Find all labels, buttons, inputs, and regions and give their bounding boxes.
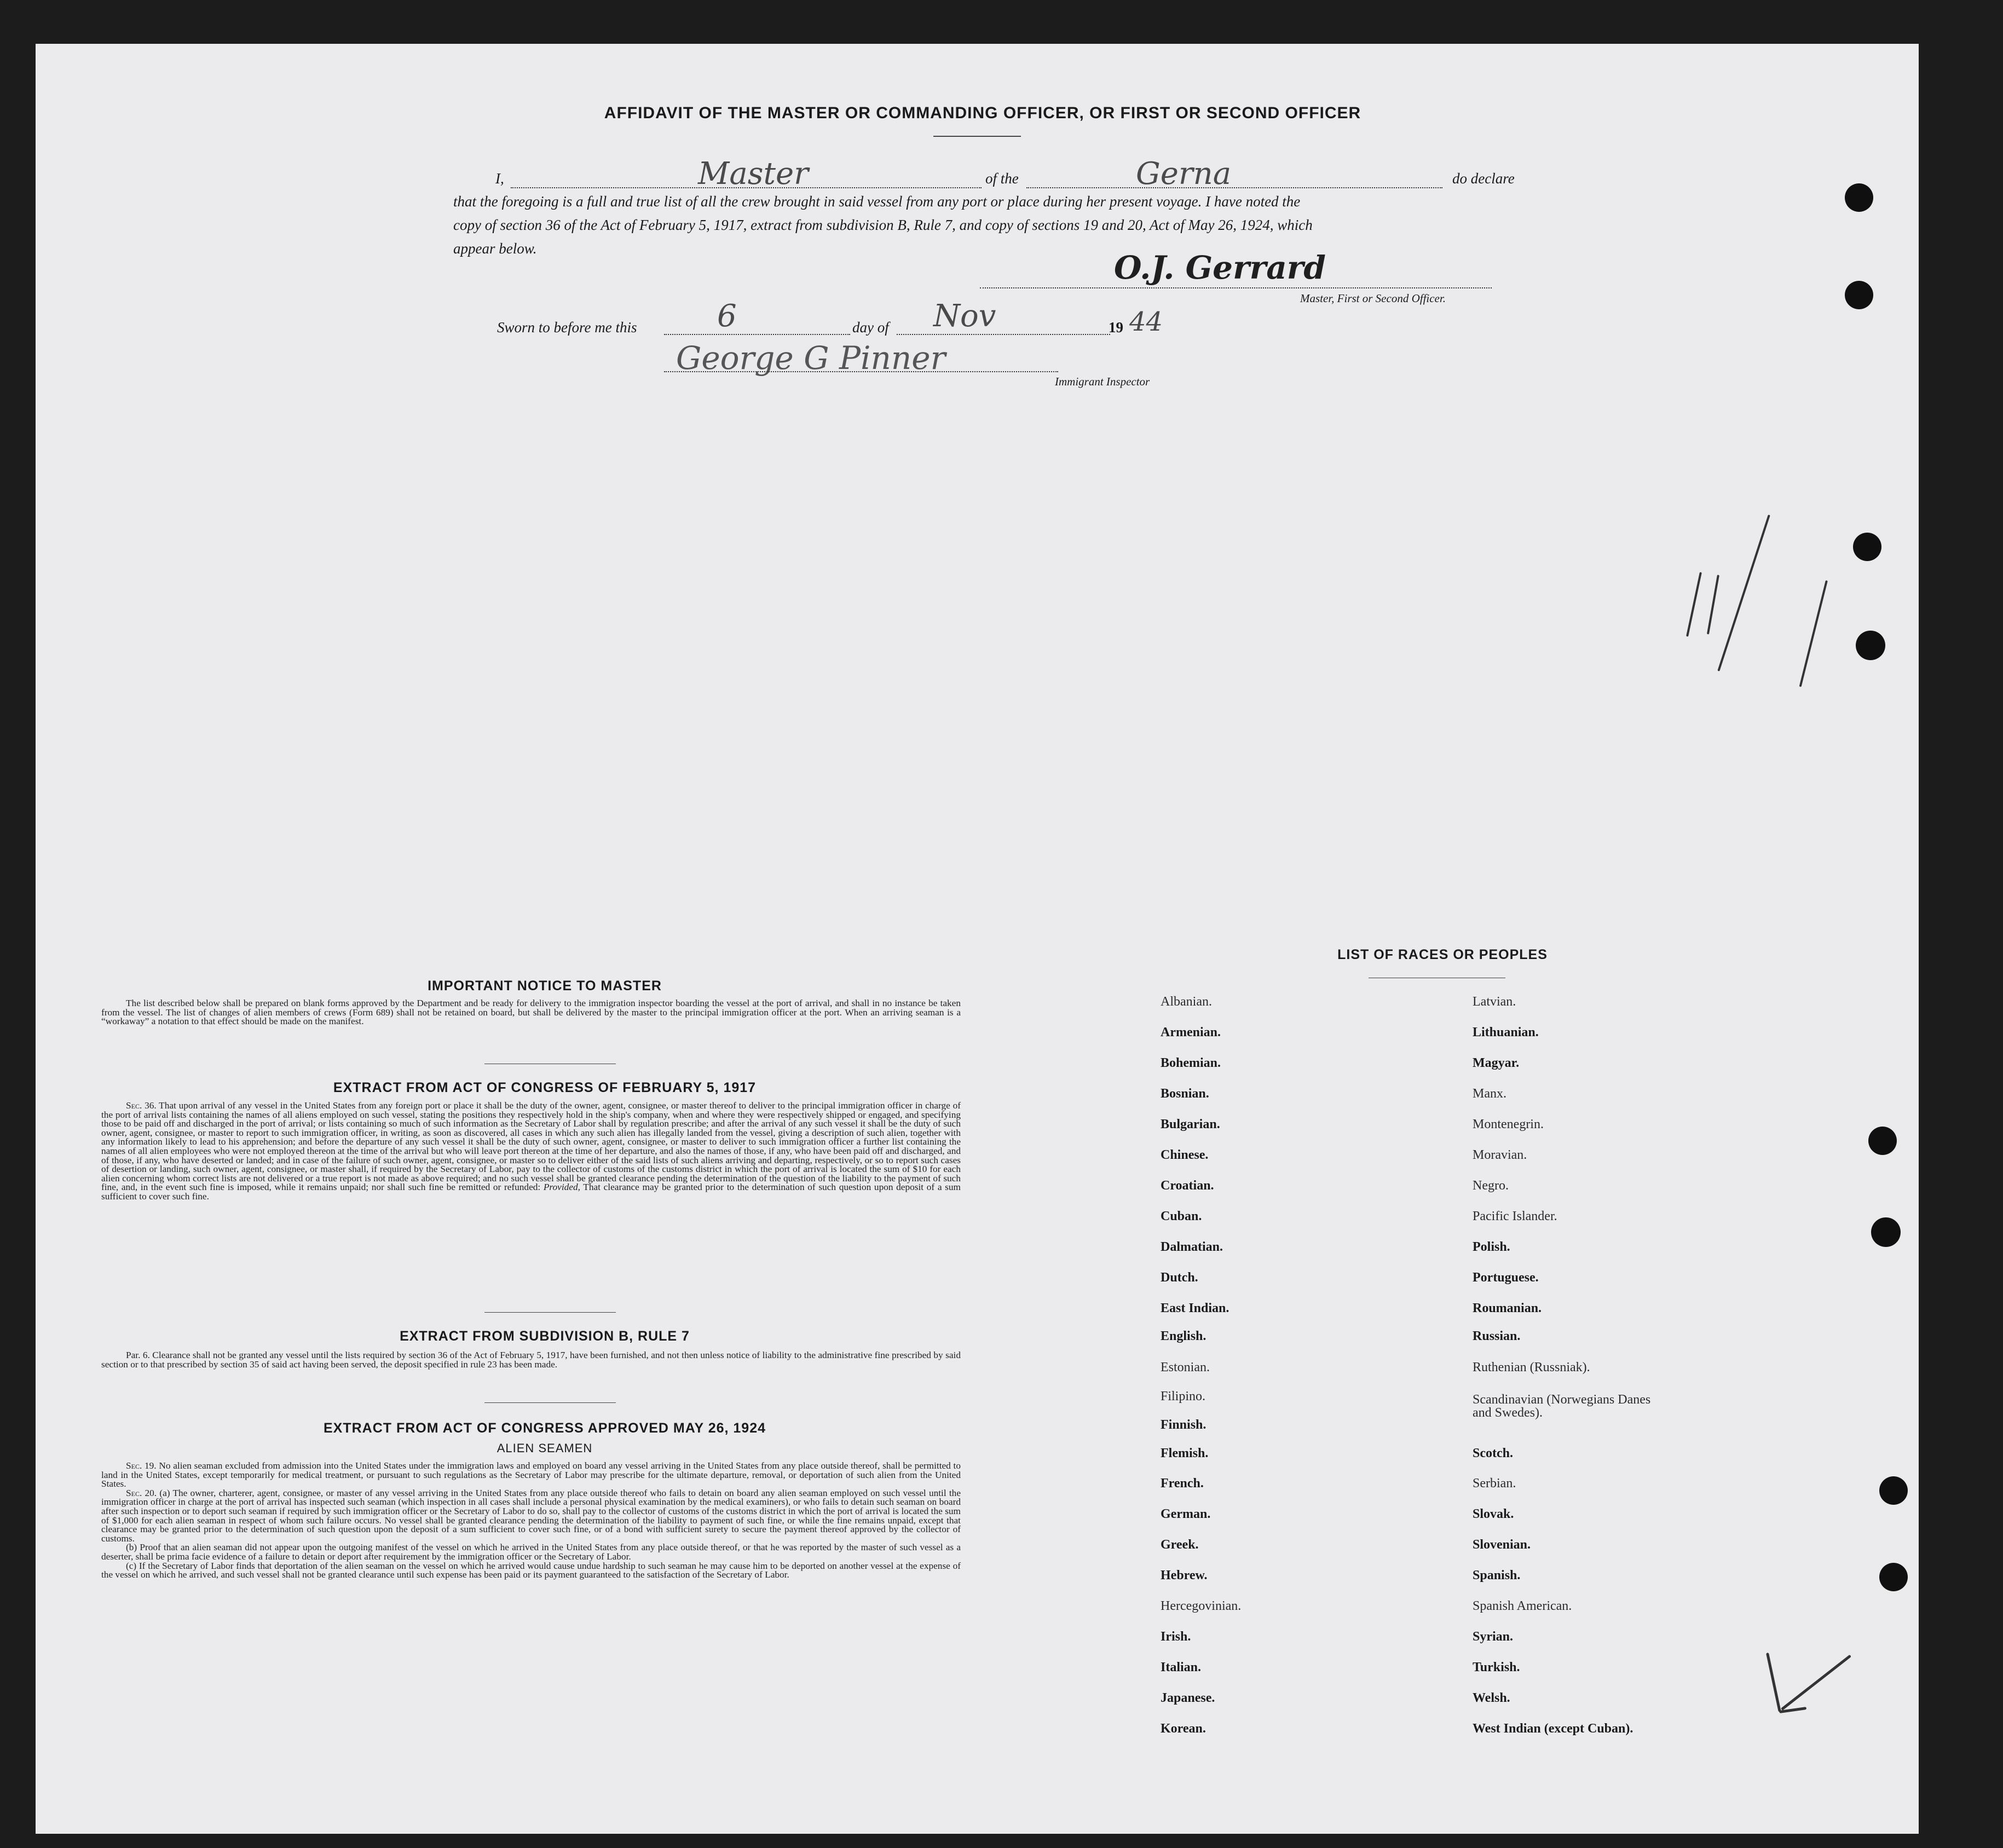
race-item: Dutch. <box>1161 1270 1198 1285</box>
race-item: Irish. <box>1161 1630 1191 1644</box>
rule7-paragraph: Par. 6. Clearance shall not be granted any vessel until the lists required by section 36 of the Act of February 5, 1917, have been furnished, and not then unless notice of liability to the administrative fine prescribed by said section or to that prescribed by section 35 of said act having been served, the deposit specified in rule 23 has been made. <box>101 1350 961 1370</box>
race-item: French. <box>1161 1476 1204 1491</box>
divider <box>484 1402 616 1403</box>
section-label: Sec. 19. <box>126 1460 157 1471</box>
sworn-day-line <box>664 334 850 335</box>
race-item: Polish. <box>1473 1240 1510 1254</box>
declaration-line-2: copy of section 36 of the Act of February 5, 1917, extract from subdivision B, Rule 7, and copy of sections 19 and 20, Act of May 26, 1924, which <box>453 217 1313 233</box>
check-stroke <box>1766 1653 1781 1712</box>
i-label: I, <box>495 170 504 187</box>
handwritten-day: 6 <box>717 298 737 334</box>
section-label: Sec. 36. <box>126 1100 157 1111</box>
section-label: Sec. 20. <box>126 1487 157 1498</box>
race-item: Bulgarian. <box>1161 1117 1220 1131</box>
section-36-text-end: That clearance may be granted prior to the determination of such question upon deposit of a sum sufficient to cover such fine. <box>101 1182 961 1202</box>
notice-text <box>101 999 961 1026</box>
race-item: Japanese. <box>1161 1691 1215 1705</box>
race-item: Hercegovinian. <box>1161 1599 1242 1613</box>
handwritten-month: Nov <box>933 298 996 334</box>
binder-hole <box>1868 1127 1897 1155</box>
inspector-caption: Immigrant Inspector <box>1055 375 1150 388</box>
binder-hole <box>1845 183 1873 212</box>
race-item: Russian. <box>1473 1329 1521 1343</box>
tally-stroke <box>1707 575 1719 634</box>
race-item: Serbian. <box>1473 1476 1516 1491</box>
section-20c-text: (c) If the Secretary of Labor finds that deportation of the alien seaman on the vessel on which he arrived would cause undue hardship to such seaman he may cause him to be deported on another vessel at the expense of the vessel on which he arrived, and such vessel shall not be granted clearance until such expense has been paid or its payment guaranteed to the satisfaction of the Secretary of Labor. <box>101 1560 961 1580</box>
do-declare-label: do declare <box>1452 170 1515 187</box>
title-divider <box>933 136 1021 137</box>
proviso-word: Provided, <box>543 1182 580 1193</box>
race-item: Chinese. <box>1161 1148 1209 1162</box>
year-prefix: 19 <box>1109 319 1123 336</box>
check-mark <box>1763 1642 1872 1724</box>
extract-rule7-title: EXTRACT FROM SUBDIVISION B, RULE 7 <box>400 1329 690 1344</box>
handwritten-vessel: Gerna <box>1136 156 1232 192</box>
race-item: Estonian. <box>1161 1360 1210 1375</box>
tally-stroke <box>1686 572 1702 637</box>
race-item: Bosnian. <box>1161 1087 1209 1101</box>
signature-caption: Master, First or Second Officer. <box>1300 292 1446 305</box>
declaration-line-3: appear below. <box>453 240 537 257</box>
handwritten-rank: Master <box>698 156 809 192</box>
section-36-text: That upon arrival of any vessel in the United States from any foreign port or place it shall be the duty of the owner, agent, consignee, or master thereof to deliver to the principal immigration officer in charge of the port of arrival lists containing the names of all aliens employed on such vessel, stating the positions they respectively hold in the ship's company, when and where they were respectively shipped or engaged, and specifying those to be paid off and discharged in the port of arrival; or lists containing so much of such information as the Secretary of Labor shall by regulation prescribe; and after the arrival of any such vessel it shall be the duty of such owner, agent, consignee, or master to report to such immigration officer, in writing, as soon as discovered, all cases in which any such alien has illegally landed from the vessel, giving a description of such alien, together with any information likely to lead to his apprehension; and before the departure of any such vessel it shall be the duty of such owner, agent, consignee, or master to deliver to such immigration officer a further list containing the names of all alien employees who were not employed thereon at the time of the arrival but who will leave port thereon at the time of her departure, and also the names of those, if any, who have been paid off and discharged, and of those, if any, who have deserted or landed; and in case of the failure of such owner, agent, consignee, or master so to deliver either of the said lists of such aliens arriving and departing, respectively, or so to report such cases of desertion or landing, such owner, agent, consignee, or master shall, if required by the Secretary of Labor, pay to the collector of customs of the customs district in which the port of arrival is located the sum of $10 for each alien concerning whom correct lists are not delivered or a true report is not made as above required; and no such vessel shall be granted clearance pending the determination of the question of the liability to the payment of such fine, and, in the event such fine is imposed, while it remains unpaid; nor shall such fine be remitted or refunded: <box>101 1100 961 1193</box>
race-item: Turkish. <box>1473 1660 1520 1674</box>
race-item: West Indian (except Cuban). <box>1473 1722 1633 1736</box>
race-item: Latvian. <box>1473 995 1516 1009</box>
race-item: Spanish American. <box>1473 1599 1572 1613</box>
race-item: Slovak. <box>1473 1507 1514 1521</box>
handwritten-tally <box>1678 515 1842 734</box>
race-item: Korean. <box>1161 1722 1206 1736</box>
extract-1917-title: EXTRACT FROM ACT OF CONGRESS OF FEBRUARY 5, 1917 <box>333 1080 757 1095</box>
race-item: Greek. <box>1161 1538 1199 1552</box>
binder-hole <box>1856 631 1885 660</box>
extract-1917-text <box>101 1101 961 1202</box>
binder-hole <box>1871 1217 1901 1247</box>
race-item: Ruthenian (Russniak). <box>1473 1360 1590 1375</box>
race-item: Italian. <box>1161 1660 1202 1674</box>
race-item: Manx. <box>1473 1087 1506 1101</box>
race-item: Filipino. <box>1161 1389 1206 1404</box>
master-signature: O.J. Gerrard <box>1114 249 1326 286</box>
tally-stroke <box>1799 580 1828 687</box>
race-item: Moravian. <box>1473 1148 1527 1162</box>
race-item: Croatian. <box>1161 1179 1214 1193</box>
extract-1924-text <box>101 1462 961 1580</box>
race-item: Dalmatian. <box>1161 1240 1223 1254</box>
race-item: German. <box>1161 1507 1211 1521</box>
day-of-label: day of <box>852 319 889 336</box>
binder-hole <box>1845 281 1873 309</box>
race-item: Montenegrin. <box>1473 1117 1544 1131</box>
race-item: Lithuanian. <box>1473 1025 1539 1040</box>
race-item: Magyar. <box>1473 1056 1520 1070</box>
race-item: Syrian. <box>1473 1630 1514 1644</box>
section-19-text: No alien seaman excluded from admission into the United States under the immigration laws and employed on board any vessel arriving in the United States from any place outside thereof, shall be permitted to land in the United States, except temporarily for medical treatment, or pursuant to such regulations as the Secretary of Labor may prescribe for the ultimate departure, removal, or deportation of such alien from the United States. <box>101 1460 961 1489</box>
race-item: Hebrew. <box>1161 1568 1208 1583</box>
tally-stroke <box>1717 515 1770 672</box>
document-sheet <box>36 44 1919 1834</box>
section-20a-text: (a) The owner, charterer, agent, consignee, or master of any vessel arriving in the United States from any place outside thereof who fails to detain on board any alien seaman employed on such vessel until the immigration officer in charge at the port of arrival has inspected such seaman (which inspection in all cases shall include a personal physical examination by the medical examiners), or who fails to detain such seaman on board after such inspection or to deport such seaman if required by such immigration officer or the Secretary of Labor to do so, shall pay to the collector of customs of the customs district in which the port of arrival is located the sum of $1,000 for each alien seaman in respect of whom such failure occurs. No vessel shall be granted clearance pending the determination of the liability to payment of such fine, or while the fine remains unpaid, except that clearance may be granted prior to the determination of such question upon the deposit of a sum sufficient to cover such fine, or of a bond with sufficient surety to secure the payment thereof approved by the collector of customs. <box>101 1487 961 1544</box>
binder-hole <box>1879 1476 1908 1505</box>
race-item: Slovenian. <box>1473 1538 1531 1552</box>
check-stroke <box>1781 1655 1851 1711</box>
race-item: Bohemian. <box>1161 1056 1221 1070</box>
race-item: Finnish. <box>1161 1418 1207 1432</box>
race-item: Albanian. <box>1161 995 1212 1009</box>
race-item: English. <box>1161 1329 1207 1343</box>
race-item: Armenian. <box>1161 1025 1221 1040</box>
divider <box>484 1312 616 1313</box>
alien-seamen-subtitle: ALIEN SEAMEN <box>497 1441 593 1455</box>
inspector-signature-line <box>664 371 1058 372</box>
sworn-label: Sworn to before me this <box>497 319 637 336</box>
race-item: East Indian. <box>1161 1301 1229 1315</box>
handwritten-year: 44 <box>1129 307 1163 337</box>
notice-title: IMPORTANT NOTICE TO MASTER <box>428 978 662 994</box>
section-20b-text: (b) Proof that an alien seaman did not appear upon the outgoing manifest of the vessel on which he arrived in the United States from any place outside thereof, or that he was reported by the master of such vessel as a deserter, shall be prima facie evidence of a failure to detain or deport after requirement by the immigration officer or the Secretary of Labor. <box>101 1542 961 1562</box>
race-item: Scotch. <box>1473 1446 1513 1460</box>
of-the-label: of the <box>985 170 1019 187</box>
signature-line <box>980 287 1492 288</box>
affidavit-title: AFFIDAVIT OF THE MASTER OR COMMANDING OFFICER, OR FIRST OR SECOND OFFICER <box>604 104 1361 122</box>
race-item: Pacific Islander. <box>1473 1209 1557 1223</box>
binder-hole <box>1853 533 1881 561</box>
inspector-signature: George G Pinner <box>676 339 946 377</box>
race-item: Scandinavian (Norwegians Danes and Swedes). <box>1473 1393 1651 1420</box>
race-item: Welsh. <box>1473 1691 1510 1705</box>
sworn-month-line <box>897 334 1110 335</box>
extract-1924-title: EXTRACT FROM ACT OF CONGRESS APPROVED MAY 26, 1924 <box>323 1420 766 1436</box>
vessel-name-line <box>1026 187 1442 188</box>
extract-rule7-text <box>101 1351 961 1369</box>
race-item: Portuguese. <box>1473 1270 1539 1285</box>
race-item: Cuban. <box>1161 1209 1202 1223</box>
race-item: Spanish. <box>1473 1568 1521 1583</box>
race-item: Negro. <box>1473 1179 1509 1193</box>
races-title: LIST OF RACES OR PEOPLES <box>1337 947 1548 962</box>
binder-hole <box>1879 1563 1908 1591</box>
notice-paragraph: The list described below shall be prepared on blank forms approved by the Department and be ready for delivery to the immigration inspector boarding the vessel at the port of arrival, and shall in no instance be taken from the vessel. The list of changes of alien members of crews (Form 689) shall not be retained on board, but shall be delivered by the master to the principal immigration officer at the port. When an arriving seaman is a “workaway” a notation to that effect should be made on the manifest. <box>101 998 961 1027</box>
race-item: Flemish. <box>1161 1446 1209 1460</box>
race-item: Roumanian. <box>1473 1301 1542 1315</box>
declaration-line-1: that the foregoing is a full and true list of all the crew brought in said vessel from any port or place during her present voyage. I have noted the <box>453 193 1301 210</box>
